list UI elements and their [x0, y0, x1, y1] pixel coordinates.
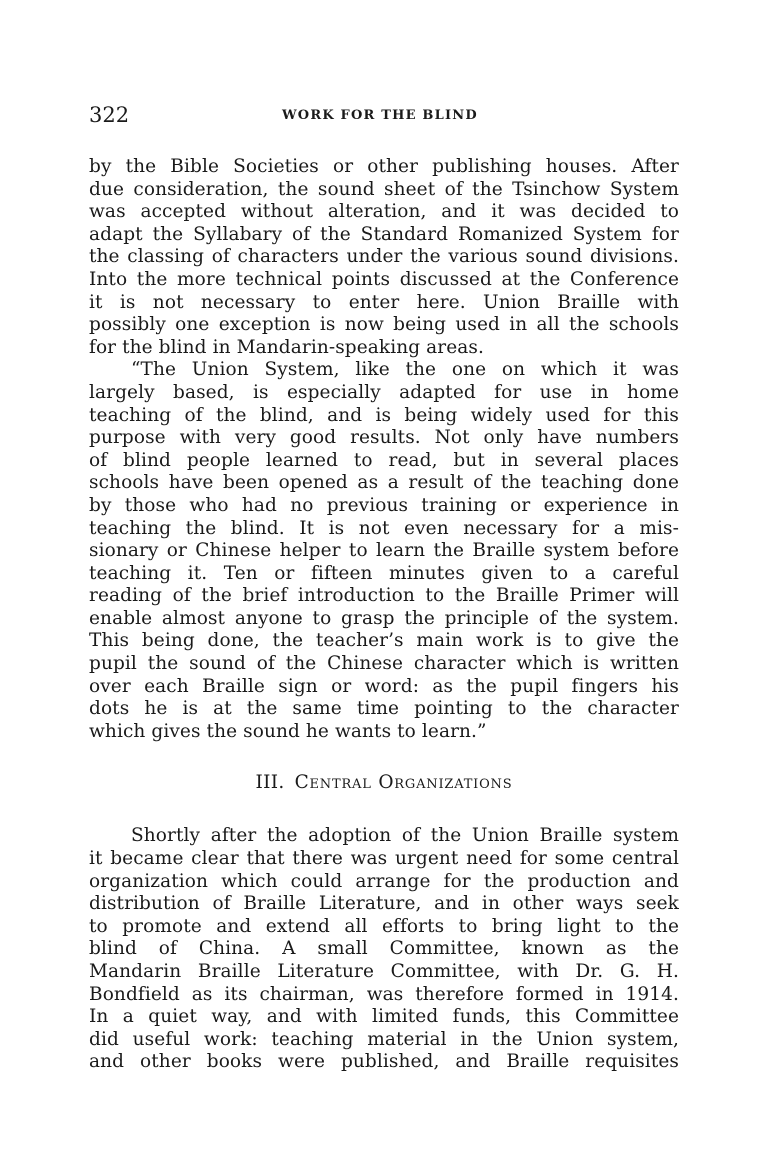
text-line: schools have been opened as a result of the teaching done [89, 472, 679, 494]
text-line: reading of the brief introduction to the Braille Primer will [89, 585, 679, 607]
text-line: and other books were published, and Braille requisites [89, 1051, 679, 1073]
text-line: dots he is at the same time pointing to the character [89, 698, 679, 720]
text-line: “The Union System, like the one on which it was [131, 359, 679, 381]
text-line: purpose with very good results. Not only have numbers [89, 427, 679, 449]
text-line: was accepted without alteration, and it was decided to [89, 201, 679, 223]
text-line: In a quiet way, and with limited funds, this Committee [89, 1006, 679, 1028]
text-line: sionary or Chinese helper to learn the Braille system before [89, 540, 679, 562]
text-line: distribution of Braille Literature, and in other ways seek [89, 893, 679, 915]
text-line: over each Braille sign or word: as the pupil fingers his [89, 675, 679, 697]
text-line: largely based, is especially adapted for use in home [89, 381, 679, 403]
page-number: 322 [89, 103, 130, 127]
text-line: blind of China. A small Committee, known as the [89, 938, 679, 960]
text-line: teaching of the blind, and is being widely used for this [89, 404, 679, 426]
text-line: organization which could arrange for the production and [89, 870, 679, 892]
text-line: due consideration, the sound sheet of the Tsinchow System [89, 178, 679, 200]
section-numeral: III. [255, 772, 285, 794]
text-line: to promote and extend all efforts to bring light to the [89, 915, 679, 937]
text-line: pupil the sound of the Chinese character which is written [89, 653, 679, 675]
text-line: possibly one exception is now being used in all the schools [89, 314, 679, 336]
text-line: Bondfield as its chairman, was therefore formed in 1914. [89, 983, 679, 1005]
text-line: This being done, the teacher’s main work is to give the [89, 630, 679, 652]
paragraph-2-quotation [89, 359, 679, 743]
text-line: by those who had no previous training or experience in [89, 494, 679, 516]
text-line: enable almost anyone to grasp the principle of the system. [89, 607, 679, 629]
text-line: by the Bible Societies or other publishing houses. After [89, 156, 679, 177]
text-line: the classing of characters under the various sound divisions. [89, 246, 679, 268]
text-line: which gives the sound he wants to learn.” [89, 720, 487, 742]
text-line: it is not necessary to enter here. Union Braille with [89, 291, 679, 313]
running-title: WORK FOR THE BLIND [282, 108, 478, 123]
book-page [89, 102, 679, 1074]
text-line: of blind people learned to read, but in several places [89, 449, 679, 471]
section-heading [89, 771, 679, 795]
text-line: Into the more technical points discussed at the Conference [89, 268, 679, 290]
running-head [89, 102, 679, 132]
text-line: Mandarin Braille Literature Committee, with Dr. G. H. [89, 961, 679, 982]
text-line: for the blind in Mandarin-speaking areas. [89, 336, 485, 358]
text-line: teaching it. Ten or fifteen minutes given to a careful [89, 562, 679, 584]
text-line: adapt the Syllabary of the Standard Romanized System for [89, 223, 679, 245]
section-title: Central Organizations [294, 772, 513, 794]
text-line: it became clear that there was urgent need for some central [89, 848, 679, 870]
paragraph-1 [89, 156, 679, 359]
paragraph-3 [89, 825, 679, 1074]
text-line: teaching the blind. It is not even necessary for a mis- [89, 517, 679, 539]
text-line: Shortly after the adoption of the Union Braille system [131, 825, 679, 847]
text-line: did useful work: teaching material in the Union system, [89, 1028, 679, 1050]
